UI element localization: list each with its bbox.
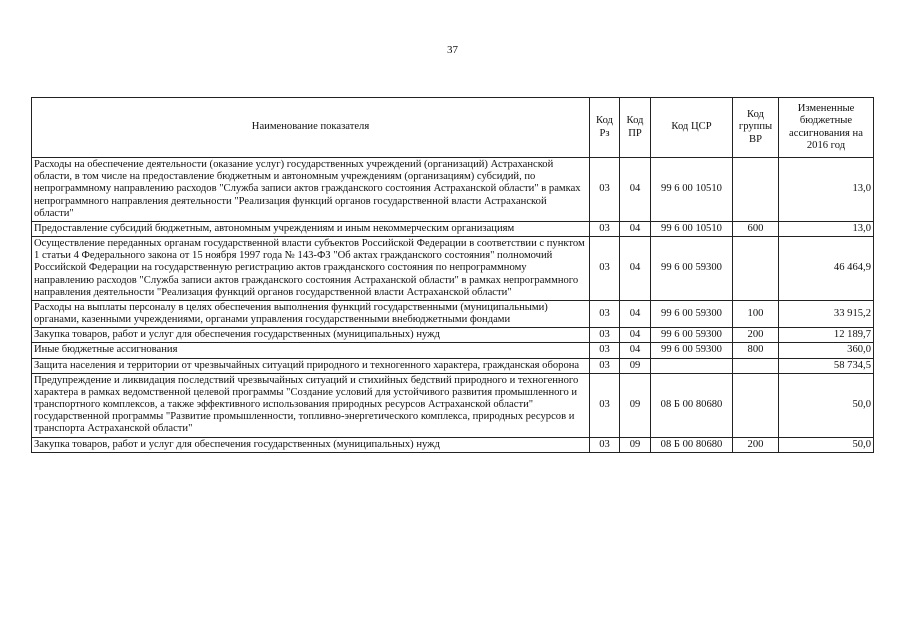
row-name: Осуществление переданных органам государственной власти субъектов Российской Федерации в соответствии с пунктом 1 статьи 4 Федерального закона от 15 ноября 1997 года № 143-ФЗ "Об актах гражданского состояния" полномочий Российской Федерации на государственную регистрацию актов гражданского состояния по непрограммному направлению расходов "Служба записи актов гражданского состояния Астраханской области" в рамках непрограммного направления деятельности "Реализация функций органов государственной власти Астраханской области" xyxy=(32,237,590,301)
row-sum: 12 189,7 xyxy=(779,328,874,343)
header-pr: Код ПР xyxy=(620,98,651,158)
row-pr: 09 xyxy=(620,437,651,452)
row-pr: 04 xyxy=(620,237,651,301)
row-rz: 03 xyxy=(590,237,620,301)
row-vr: 200 xyxy=(733,437,779,452)
row-vr xyxy=(733,158,779,222)
table-header-row xyxy=(32,98,874,158)
row-rz: 03 xyxy=(590,221,620,236)
row-sum: 13,0 xyxy=(779,221,874,236)
header-rz: Код Рз xyxy=(590,98,620,158)
row-rz: 03 xyxy=(590,343,620,358)
row-csr: 99 6 00 59300 xyxy=(651,300,733,327)
table-row xyxy=(32,237,874,301)
row-name: Предупреждение и ликвидация последствий чрезвычайных ситуаций и стихийных бедствий природного и техногенного характера в рамках ведомственной целевой программы "Создание условий для устойчивого развития промышленного и транспортного комплексов, а также эффективного использования природных ресурсов Астраханской области" государственной программы "Развитие промышленности, топливно-энергетического комплекса, природных ресурсов и транспорта Астраханской области" xyxy=(32,373,590,437)
row-sum: 360,0 xyxy=(779,343,874,358)
header-vr: Код группы ВР xyxy=(733,98,779,158)
row-vr xyxy=(733,358,779,373)
row-vr: 100 xyxy=(733,300,779,327)
table-row xyxy=(32,158,874,222)
row-pr: 04 xyxy=(620,158,651,222)
row-sum: 46 464,9 xyxy=(779,237,874,301)
header-name: Наименование показателя xyxy=(32,98,590,158)
row-pr: 04 xyxy=(620,343,651,358)
row-pr: 04 xyxy=(620,328,651,343)
row-sum: 50,0 xyxy=(779,373,874,437)
row-rz: 03 xyxy=(590,358,620,373)
row-rz: 03 xyxy=(590,437,620,452)
table-row xyxy=(32,358,874,373)
row-rz: 03 xyxy=(590,158,620,222)
row-pr: 09 xyxy=(620,373,651,437)
header-csr: Код ЦСР xyxy=(651,98,733,158)
row-rz: 03 xyxy=(590,328,620,343)
row-pr: 09 xyxy=(620,358,651,373)
table-row xyxy=(32,373,874,437)
row-csr xyxy=(651,358,733,373)
table-row xyxy=(32,300,874,327)
row-sum: 58 734,5 xyxy=(779,358,874,373)
row-vr xyxy=(733,237,779,301)
row-csr: 99 6 00 10510 xyxy=(651,221,733,236)
row-csr: 99 6 00 10510 xyxy=(651,158,733,222)
row-sum: 13,0 xyxy=(779,158,874,222)
row-vr xyxy=(733,373,779,437)
table-row xyxy=(32,328,874,343)
row-name: Закупка товаров, работ и услуг для обеспечения государственных (муниципальных) нужд xyxy=(32,437,590,452)
row-vr: 200 xyxy=(733,328,779,343)
row-pr: 04 xyxy=(620,300,651,327)
row-name: Расходы на выплаты персоналу в целях обеспечения выполнения функций государственными (муниципальными) органами, казенными учреждениями, органами управления государственными внебюджетными фондами xyxy=(32,300,590,327)
table-row xyxy=(32,221,874,236)
row-vr: 600 xyxy=(733,221,779,236)
row-csr: 08 Б 00 80680 xyxy=(651,373,733,437)
row-csr: 99 6 00 59300 xyxy=(651,237,733,301)
table-row xyxy=(32,437,874,452)
row-name: Иные бюджетные ассигнования xyxy=(32,343,590,358)
row-vr: 800 xyxy=(733,343,779,358)
row-csr: 99 6 00 59300 xyxy=(651,343,733,358)
row-rz: 03 xyxy=(590,373,620,437)
table-row xyxy=(32,343,874,358)
row-name: Закупка товаров, работ и услуг для обеспечения государственных (муниципальных) нужд xyxy=(32,328,590,343)
row-name: Предоставление субсидий бюджетным, автономным учреждениям и иным некоммерческим организациям xyxy=(32,221,590,236)
row-csr: 08 Б 00 80680 xyxy=(651,437,733,452)
row-sum: 33 915,2 xyxy=(779,300,874,327)
row-rz: 03 xyxy=(590,300,620,327)
row-sum: 50,0 xyxy=(779,437,874,452)
row-pr: 04 xyxy=(620,221,651,236)
budget-table xyxy=(31,97,874,453)
row-name: Расходы на обеспечение деятельности (оказание услуг) государственных учреждений (организаций) Астраханской области, в том числе на предоставление бюджетным и автономным учреждениям (организациям) субсидий, по непрограммному направлению расходов "Служба записи актов гражданского состояния Астраханской области" в рамках непрограммного направления деятельности "Реализация функций органов государственной власти Астраханской области" xyxy=(32,158,590,222)
page-number: 37 xyxy=(447,44,458,56)
row-csr: 99 6 00 59300 xyxy=(651,328,733,343)
row-name: Защита населения и территории от чрезвычайных ситуаций природного и техногенного характера, гражданская оборона xyxy=(32,358,590,373)
header-sum: Измененные бюджетные ассигнования на 2016 год xyxy=(779,98,874,158)
